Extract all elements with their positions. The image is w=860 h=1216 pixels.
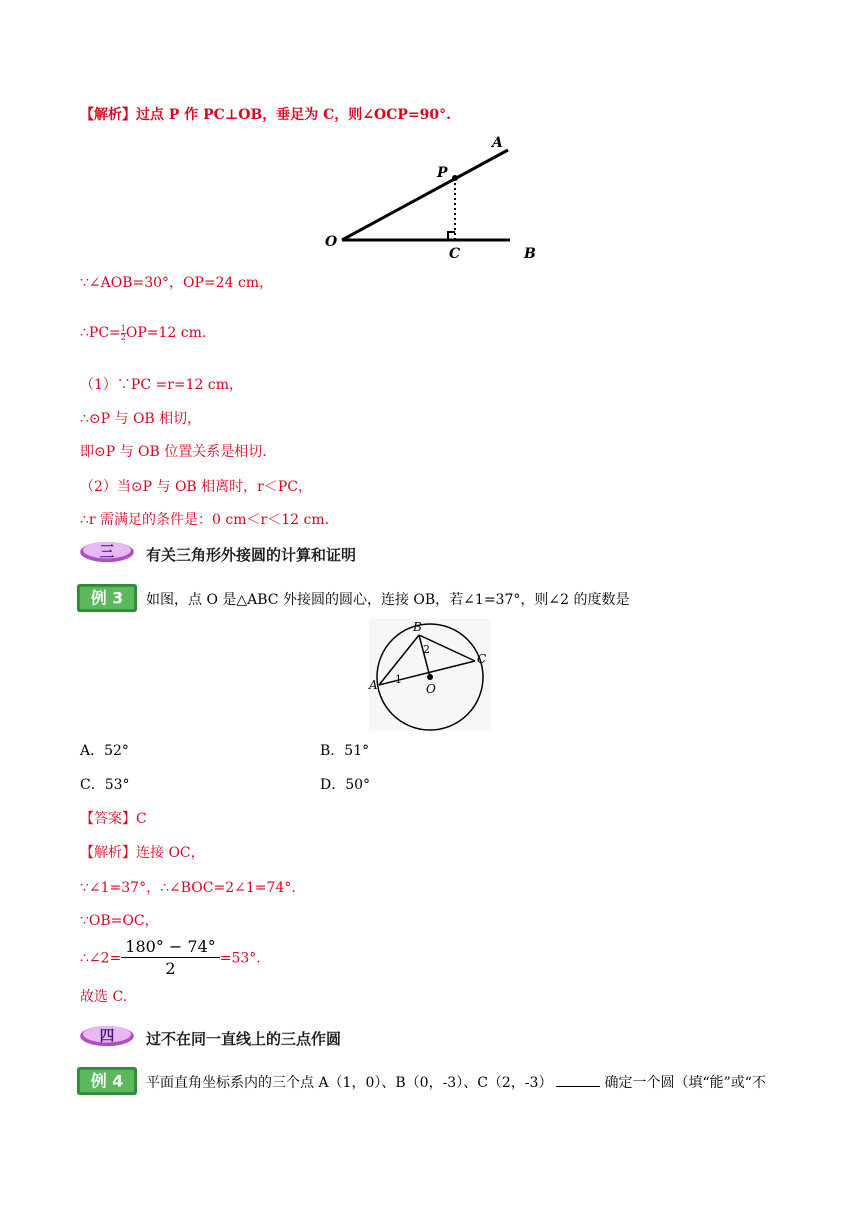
- angle-fraction: [121, 937, 219, 980]
- option-c: C．53°: [80, 777, 130, 793]
- label-p: P: [437, 165, 448, 181]
- section-3-badge-text: 三: [99, 543, 115, 561]
- solution-line-4-suffix: =53°.: [219, 950, 261, 967]
- ray-oa: [342, 150, 508, 240]
- section-3-badge: [76, 540, 138, 564]
- analysis-line-5: 即⊙P 与 OB 位置关系是相切.: [80, 444, 267, 460]
- example-4-question-part-a: 平面直角坐标系内的三个点 A（1，0）、B（0，-3）、C（2，-3）: [146, 1075, 553, 1091]
- section-3-title: 有关三角形外接圆的计算和证明: [146, 546, 357, 564]
- analysis-line-6: （2）当⊙P 与 OB 相离时，r＜PC，: [80, 479, 312, 495]
- example-4-badge-text: 例 4: [90, 1071, 124, 1091]
- section-4-title: 过不在同一直线上的三点作圆: [146, 1030, 342, 1048]
- analysis-line-2-prefix: ∴PC=: [80, 325, 121, 341]
- solution-line-4-prefix: ∴∠2=: [80, 950, 122, 967]
- label-a: A: [369, 678, 378, 692]
- label-angle-1: 1: [395, 673, 402, 686]
- half-numerator: 1: [120, 323, 126, 333]
- analysis-intro: 【解析】过点 P 作 PC⊥OB，垂足为 C，则∠OCP=90°.: [80, 107, 451, 123]
- solution-line-1: 【解析】连接 OC，: [80, 845, 205, 861]
- label-o: O: [325, 234, 338, 250]
- section-4-badge: [76, 1024, 138, 1048]
- label-b: B: [524, 246, 536, 262]
- analysis-line-3: （1）∵PC =r=12 cm，: [80, 377, 244, 393]
- angle-fraction-numerator: 180° − 74°: [121, 937, 219, 958]
- label-a: A: [492, 135, 503, 151]
- solution-line-4: [80, 937, 261, 980]
- solution-line-2: ∵∠1=37°，∴∠BOC=2∠1=74°.: [80, 880, 296, 896]
- solution-line-5: 故选 C.: [80, 989, 128, 1005]
- analysis-line-7: ∴r 需满足的条件是：0 cm＜r＜12 cm.: [80, 512, 330, 528]
- answer-blank[interactable]: [556, 1074, 600, 1087]
- analysis-line-2: [80, 324, 206, 342]
- label-c: C: [477, 652, 487, 666]
- center-o: [427, 674, 433, 680]
- option-b: B．51°: [320, 743, 370, 759]
- example-3-badge: [76, 583, 138, 613]
- point-p: [452, 175, 458, 181]
- example-4-question: [146, 1074, 766, 1092]
- example-4-badge: [76, 1066, 138, 1096]
- figure-angle-aob: [318, 130, 536, 265]
- label-angle-2: 2: [423, 643, 430, 656]
- example-3-badge-text: 例 3: [90, 588, 124, 608]
- example-4-question-part-b: 确定一个圆（填“能”或“不: [604, 1075, 766, 1091]
- angle-fraction-denominator: 2: [165, 959, 176, 978]
- analysis-line-4: ∴⊙P 与 OB 相切，: [80, 411, 202, 427]
- label-c: C: [449, 246, 461, 262]
- analysis-line-1: ∵∠AOB=30°，OP=24 cm，: [80, 275, 274, 291]
- analysis-line-2-suffix: OP=12 cm.: [125, 325, 207, 341]
- solution-line-3: ∵OB=OC，: [80, 913, 159, 929]
- section-4-badge-text: 四: [99, 1027, 115, 1045]
- option-d: D．50°: [320, 777, 371, 793]
- label-o: O: [426, 682, 436, 696]
- example-3-question: 如图，点 O 是△ABC 外接圆的圆心，连接 OB，若∠1=37°，则∠2 的度数是: [146, 592, 630, 608]
- label-b: B: [413, 620, 422, 634]
- option-a: A．52°: [80, 743, 129, 759]
- answer: 【答案】C: [80, 811, 147, 827]
- half-denominator: 2: [120, 332, 126, 342]
- figure-circumcircle: [365, 617, 493, 733]
